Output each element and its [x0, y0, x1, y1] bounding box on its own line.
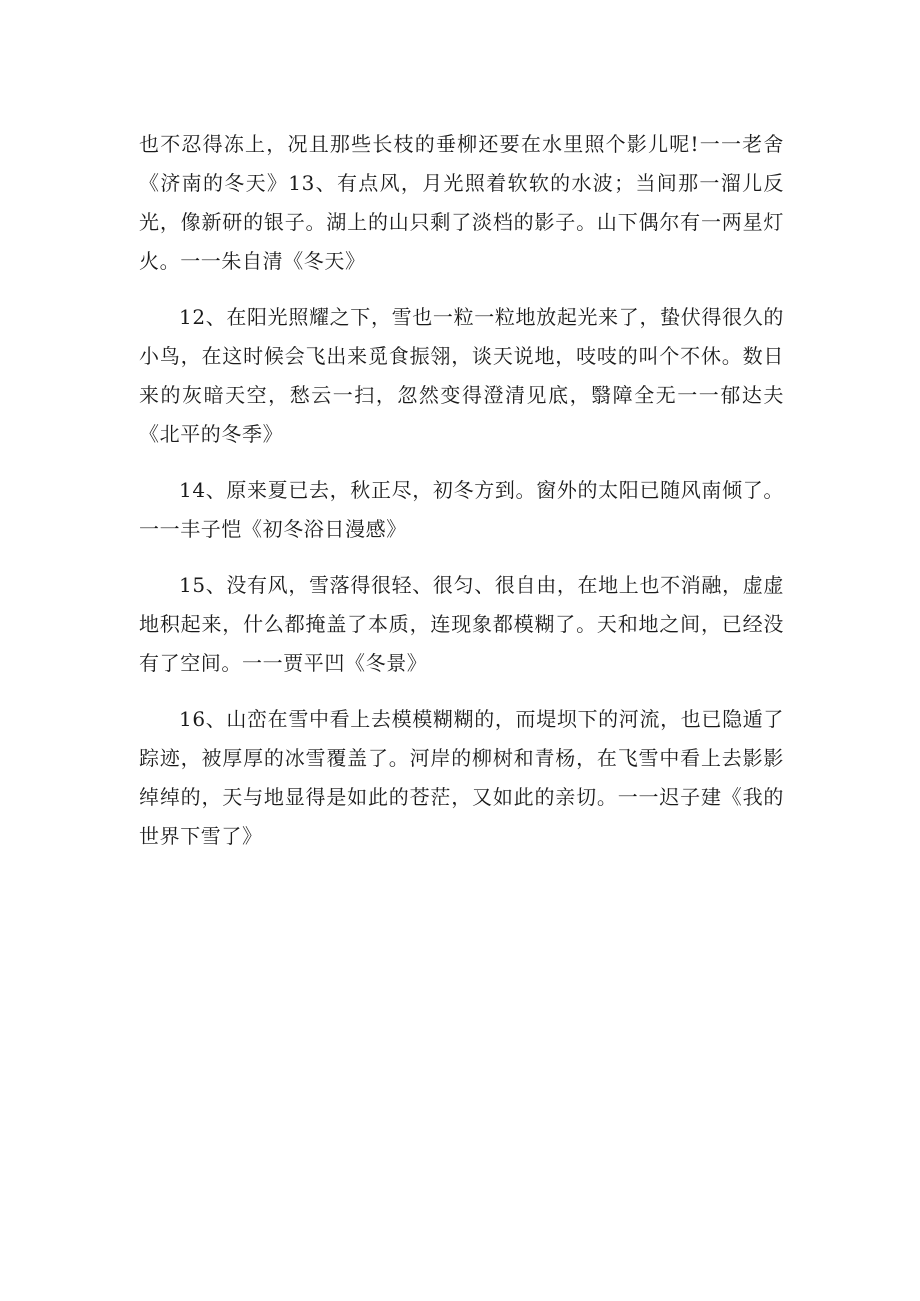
- paragraph-16: 16、山峦在雪中看上去模模糊糊的，而堤坝下的河流，也已隐遁了踪迹，被厚厚的冰雪覆盖了。河岸的柳树和青杨，在飞雪中看上去影影绰绰的，天与地显得是如此的苍茫，又如此的亲切。一一迟子建《我的世界下雪了》: [139, 707, 784, 848]
- paragraph-15: 15、没有风，雪落得很轻、很匀、很自由，在地上也不消融，虚虚地积起来，什么都掩盖了本质，连现象都模糊了。天和地之间，已经没有了空间。一一贾平凹《冬景》: [139, 573, 784, 675]
- paragraph-continued: 也不忍得冻上，况且那些长枝的垂柳还要在水里照个影儿呢!一一老舍《济南的冬天》13、有点风，月光照着软软的水波；当间那一溜儿反光，像新研的银子。湖上的山只剩了淡档的影子。山下偶尔有一两星灯火。一一朱自清《冬天》: [139, 132, 784, 273]
- paragraph-12: 12、在阳光照耀之下，雪也一粒一粒地放起光来了，蛰伏得很久的小鸟，在这时候会飞出来觅食振翎，谈天说地，吱吱的叫个不休。数日来的灰暗天空，愁云一扫，忽然变得澄清见底，翳障全无一一郁达夫《北平的冬季》: [139, 305, 784, 446]
- paragraph-14: 14、原来夏已去，秋正尽，初冬方到。窗外的太阳已随风南倾了。一一丰子恺《初冬浴日漫感》: [139, 478, 784, 541]
- document-body: [139, 125, 784, 873]
